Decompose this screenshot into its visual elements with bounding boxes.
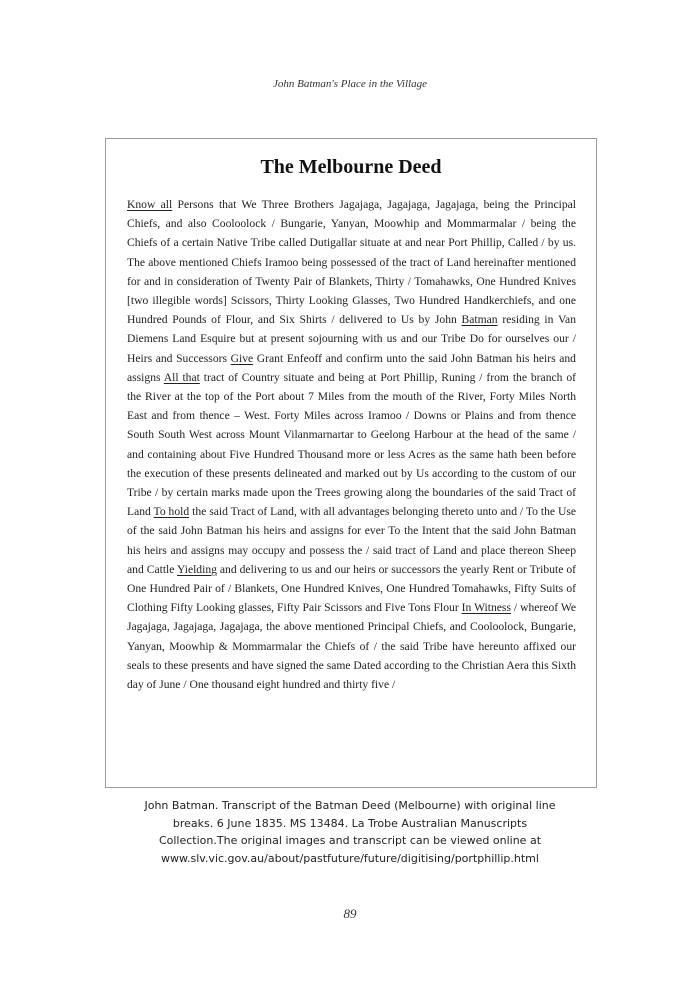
deed-segment: Know all — [127, 198, 173, 211]
deed-segment: Batman — [461, 313, 498, 327]
caption-line: www.slv.vic.gov.au/about/pastfuture/future/digitising/portphillip.html — [161, 851, 539, 865]
caption-line: Collection.The original images and transcript can be viewed online at — [158, 834, 542, 847]
caption-line: John Batman. Transcript of the Batman Deed (Melbourne) with original line — [144, 799, 556, 812]
deed-segment: Give — [230, 351, 254, 365]
deed-box — [105, 138, 597, 788]
figure-caption — [120, 797, 580, 867]
deed-text — [127, 195, 576, 694]
deed-segment: / whereof We Jagajaga, Jagajaga, Jagajaga, the above mentioned Principal Chiefs, and Cooloolock, Bungarie, Yanyan, Moowhip & Mommarmalar the Chiefs of / the said Tribe have hereunto affixed our seals to these presents and have signed the same Dated according to the Christian Aera this Sixth day of June / One thousand eight hundred and thirty five / — [127, 601, 577, 692]
page-number: 89 — [343, 906, 357, 921]
running-header: John Batman's Place in the Village — [273, 78, 427, 90]
deed-title: The Melbourne Deed — [260, 156, 442, 178]
deed-segment: Grant Enfeoff and confirm unto the said John Batman his heirs and assigns — [127, 351, 576, 384]
deed-segment: All that — [163, 370, 200, 384]
deed-segment: To hold — [153, 505, 190, 519]
deed-segment: and delivering to us and our heirs or successors the yearly Rent or Tribute of One Hundred Pair of / Blankets, One Hundred Knives, One Hundred Tomahawks, Fifty Suits of Clothing Fifty Looking glasses, Fifty Pair Scissors and Five Tons Flour — [127, 562, 576, 615]
deed-segment: Persons that We Three Brothers Jagajaga, Jagajaga, Jagajaga, being the Principal Chiefs, and also Cooloolock / Bungarie, Yanyan, Moowhip and Mommarmalar / being the Chiefs of a certain Native Tribe called Dutigallar situate at and near Port Phillip, Called / by us. The above mentioned Chiefs Iramoo being possessed of the tract of Land hereinafter mentioned for and in consideration of Twenty Pair of Blankets, Thirty / Tomahawks, One Hundred Knives [two illegible words] Scissors, Thirty Looking Glasses, Two Hundred Handkerchiefs, and one Hundred Pounds of Flour, and Six Shirts / delivered to Us by John — [127, 198, 577, 327]
deed-segment: residing in Van Diemens Land Esquire but at present sojourning with us and our Tribe Do for ourselves our / Heirs and Successors — [127, 313, 576, 365]
deed-segment: tract of Country situate and being at Port Phillip, Runing / from the branch of the River at the top of the Port about 7 Miles from the mouth of the River, Forty Miles North East and from thence – West. Forty Miles across Iramoo / Downs or Plains and from thence South South West across Mount Vilanmarnartar to Geelong Harbour at the head of the same / and containing about Five Hundred Thousand more or less Acres as the same hath been before the execution of these presents delineated and marked out by Us according to the custom of our Tribe / by certain marks made upon the Trees growing along the boundaries of the said Tract of Land — [127, 370, 576, 519]
deed-segment: Yielding — [176, 562, 217, 576]
caption-line: breaks. 6 June 1835. MS 13484. La Trobe Australian Manuscripts — [172, 816, 528, 830]
deed-segment: In Witness — [461, 601, 511, 615]
deed-segment: the said Tract of Land, with all advantages belonging thereto unto and / To the Use of the said John Batman his heirs and assigns for ever To the Intent that the said John Batman his heirs and assigns may occupy and possess the / said tract of Land and place thereon Sheep and Cattle — [127, 505, 576, 576]
